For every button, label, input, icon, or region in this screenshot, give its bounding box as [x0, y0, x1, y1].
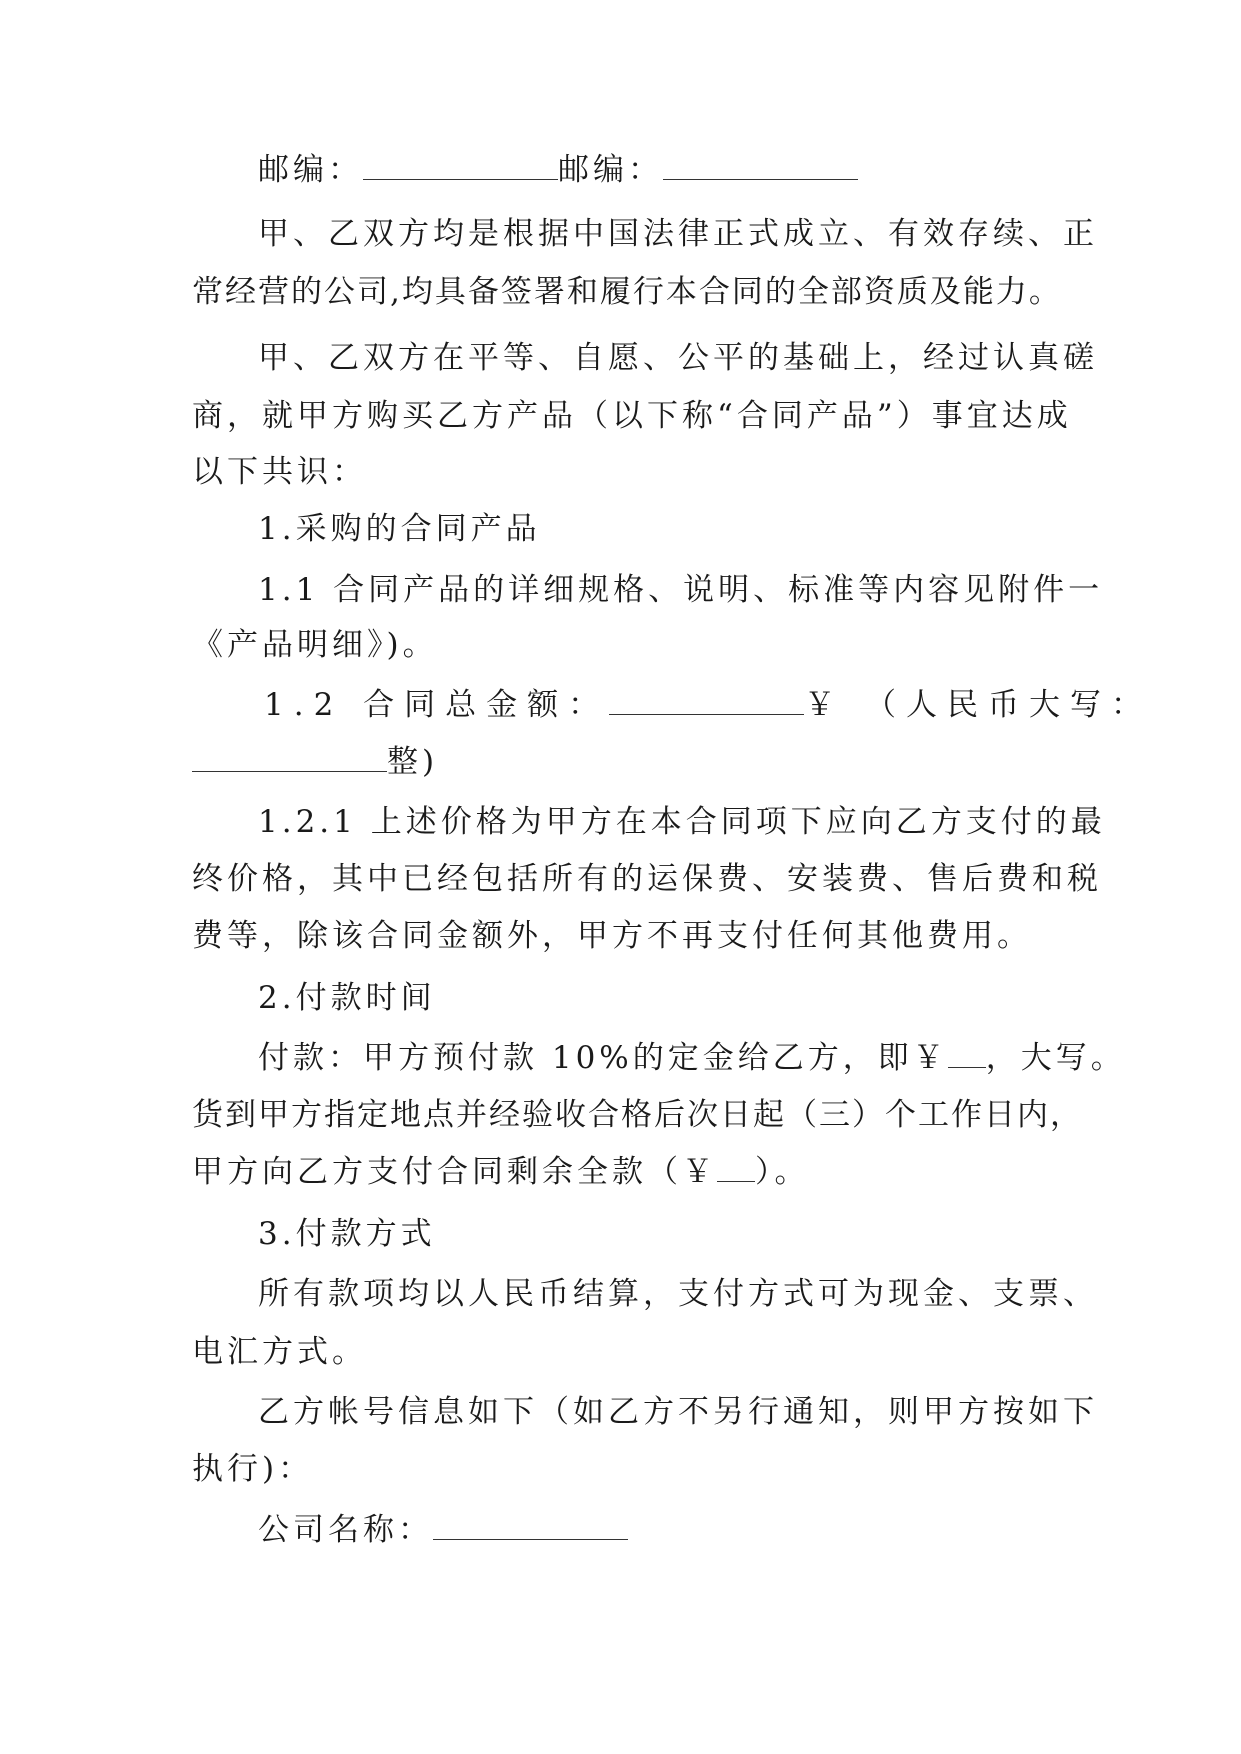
clause-1-2-1-line-3: 费等，除该合同金额外，甲方不再支付任何其他费用。	[192, 918, 1032, 954]
section-1-heading: 1.采购的合同产品	[258, 511, 541, 547]
company-name-label: 公司名称：	[258, 1512, 433, 1548]
total-amount-label: 1.2 合同总金额：	[264, 687, 610, 723]
payment-deposit-text: 付款：甲方预付款 10%的定金给乙方，即￥	[258, 1040, 948, 1076]
postcode-label-b: 邮编：	[558, 152, 663, 188]
company-name-line	[258, 1508, 628, 1552]
para-consensus-line-2: 商，就甲方购买乙方产品（以下称“合同产品”）事宜达成	[192, 398, 1072, 434]
para-qualification-line-2: 常经营的公司,均具备签署和履行本合同的全部资质及能力。	[192, 274, 1062, 310]
clause-1-1-line-1: 1.1 合同产品的详细规格、说明、标准等内容见附件一	[258, 572, 1104, 608]
amount-words-suffix: 整)	[387, 744, 439, 780]
deposit-amount-blank	[948, 1037, 986, 1068]
method-line-1: 所有款项均以人民币结算，支付方式可为现金、支票、	[258, 1276, 1098, 1312]
clause-1-2-line-2	[192, 740, 438, 784]
postcode-line	[258, 148, 858, 192]
payment-balance-text: 甲方向乙方支付合同剩余全款（￥	[192, 1154, 717, 1190]
postcode-blank-b	[663, 149, 858, 180]
amount-words-blank	[192, 741, 387, 772]
payment-line-3	[192, 1150, 810, 1194]
balance-amount-blank	[717, 1151, 755, 1182]
para-qualification-line-1: 甲、乙双方均是根据中国法律正式成立、有效存续、正	[258, 216, 1098, 252]
method-line-2: 电汇方式。	[192, 1334, 367, 1370]
clause-1-2-line-1	[264, 683, 1152, 727]
account-line-1: 乙方帐号信息如下（如乙方不另行通知，则甲方按如下	[258, 1394, 1098, 1430]
total-amount-blank	[609, 684, 804, 715]
postcode-label-a: 邮编：	[258, 152, 363, 188]
para-consensus-line-3: 以下共识：	[192, 454, 367, 490]
company-name-blank	[433, 1509, 628, 1540]
clause-1-1-line-2: 《产品明细》)。	[192, 627, 438, 663]
postcode-blank-a	[363, 149, 558, 180]
payment-line-2: 货到甲方指定地点并经验收合格后次日起（三）个工作日内，	[192, 1097, 1083, 1133]
payment-deposit-suffix: ，大写。	[985, 1040, 1126, 1076]
para-consensus-line-1: 甲、乙双方在平等、自愿、公平的基础上，经过认真磋	[258, 340, 1098, 376]
section-2-heading: 2.付款时间	[258, 980, 436, 1016]
account-line-2: 执行)：	[192, 1451, 314, 1487]
payment-balance-suffix: ）。	[755, 1154, 810, 1190]
clause-1-2-1-line-1: 1.2.1 上述价格为甲方在本合同项下应向乙方支付的最	[258, 804, 1106, 840]
section-3-heading: 3.付款方式	[258, 1216, 436, 1252]
total-amount-rmb: ￥ （人民币大写：	[804, 687, 1153, 723]
clause-1-2-1-line-2: 终价格，其中已经包括所有的运保费、安装费、售后费和税	[192, 861, 1102, 897]
payment-line-1	[258, 1036, 1126, 1080]
